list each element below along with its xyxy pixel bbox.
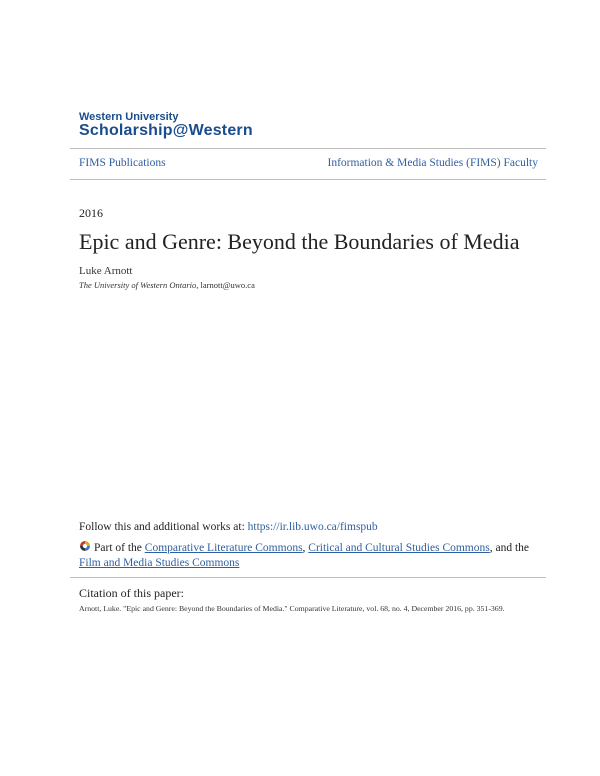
header-divider (70, 148, 546, 149)
part-of-sep1: , (302, 542, 309, 554)
part-of-prefix: Part of the (94, 542, 145, 554)
author-affiliation (79, 280, 255, 290)
part-of-sep2: , and the (489, 542, 530, 554)
repository-name[interactable]: Scholarship@Western (79, 122, 253, 139)
university-name: Western University (79, 111, 179, 123)
citation-divider (70, 577, 546, 578)
citation-heading: Citation of this paper: (79, 586, 184, 600)
author-name: Luke Arnott (79, 265, 133, 277)
repository-url-link[interactable]: https://ir.lib.uwo.ca/fimspub (247, 521, 378, 533)
publication-year: 2016 (79, 206, 103, 220)
paper-title: Epic and Genre: Beyond the Boundaries of Media (79, 229, 520, 254)
follow-line (79, 521, 378, 533)
author-email[interactable]: , larnott@uwo.ca (196, 280, 255, 290)
film-media-studies-link[interactable]: Film and Media Studies Commons (79, 557, 240, 569)
citation-text: Arnott, Luke. "Epic and Genre: Beyond the Boundaries of Media." Comparative Literature, vol. 68, no. 4, December 2016, pp. 351-369. (79, 604, 505, 613)
faculty-link[interactable]: Information & Media Studies (FIMS) Faculty (327, 157, 538, 169)
network-commons-icon (79, 540, 91, 552)
follow-prefix: Follow this and additional works at: (79, 521, 248, 533)
nav-divider (70, 179, 546, 180)
affiliation-name: The University of Western Ontario (79, 280, 197, 290)
comparative-literature-link[interactable]: Comparative Literature Commons (144, 542, 303, 554)
fims-publications-link[interactable]: FIMS Publications (79, 157, 166, 169)
critical-cultural-studies-link[interactable]: Critical and Cultural Studies Commons (308, 542, 490, 554)
part-of-line (79, 540, 539, 571)
